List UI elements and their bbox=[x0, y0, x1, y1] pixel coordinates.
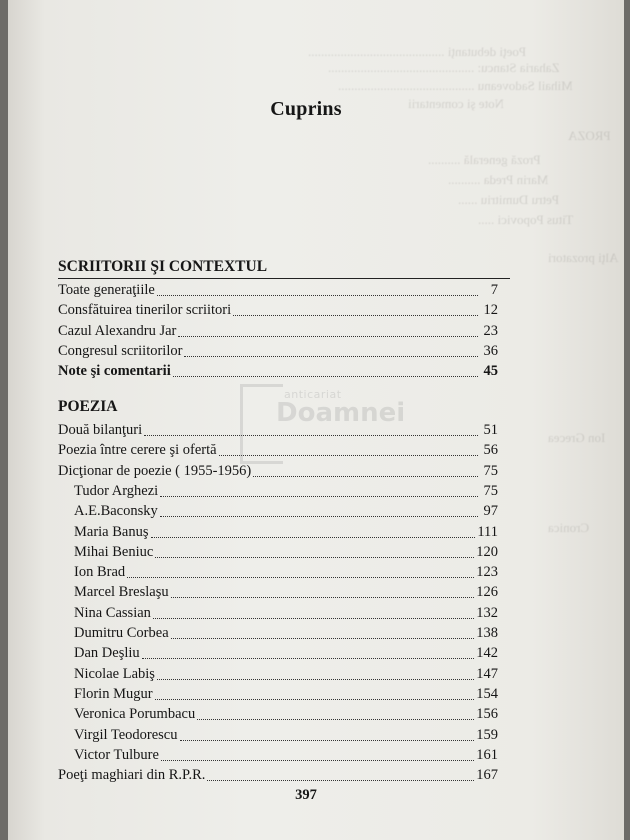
toc-entry[interactable] bbox=[58, 463, 498, 480]
toc-entry-title: Dan Deşliu bbox=[74, 645, 140, 662]
toc-leader-dots bbox=[178, 326, 478, 337]
toc-entry-title: Veronica Porumbacu bbox=[74, 706, 196, 723]
toc-entry-title: Virgil Teodorescu bbox=[74, 726, 178, 743]
page-title: Cuprins bbox=[270, 98, 342, 120]
toc-entry-title: Două bilanţuri bbox=[58, 422, 143, 438]
book-page: Poeţi debutanţi .......................................... Zaharia Stancu: ............................................. Mihail Sadoveanu .......................................... Note şi comentarii PROZA Proză generală .......... Marin Preda .......... Petru Dumitriu ...... Titus Popovici ..... Alţi prozatori Ion Grecea Cronica Cuprins SCRIITORII ŞI CONTEXTUL Toate generaţiile 7 Consfătuirea tinerilor scriitori 12 Cazul Alexandru Jar 23 Congresul scriitorilor 36 Note şi comentarii 45 POEZIA Două bilanţuri 51 Poezia între cerere şi ofertă 56 Dicţionar de poezie ( 1955-1956) 75 Tudor Arghezi 75 A.E.Baconsky 97 Maria Banuş 111 Mihai Beniuc 120 Ion Brad 123 Marcel Breslaşu 126 Nina Cassian 132 Dumitru Corbea 138 Dan Deşliu 142 Nicolae Labiş 147 Florin Mugur 154 Veronica Porumbacu 156 Virgil Teodorescu 159 Victor Tulbure 161 Poeţi maghiari din R.P.R. 167 397 anticariat Doamnei bbox=[8, 0, 624, 840]
toc-entry-page: 161 bbox=[476, 746, 498, 763]
toc-leader-dots bbox=[184, 346, 478, 357]
toc-leader-dots bbox=[161, 750, 474, 761]
toc-entry-page: 156 bbox=[476, 706, 498, 723]
toc-entry[interactable] bbox=[74, 727, 498, 744]
watermark-brand-text: Doamnei bbox=[276, 398, 406, 428]
toc-entry-page: 23 bbox=[483, 322, 498, 339]
toc-entry-page: 132 bbox=[476, 604, 498, 621]
toc-entry-title: Cazul Alexandru Jar bbox=[58, 322, 177, 339]
toc-entry[interactable] bbox=[74, 645, 498, 662]
toc-entry[interactable] bbox=[74, 503, 498, 520]
toc-entry[interactable] bbox=[74, 544, 498, 561]
toc-entry-page: 120 bbox=[476, 543, 498, 560]
toc-leader-dots bbox=[180, 730, 475, 741]
toc-entry[interactable] bbox=[74, 625, 498, 642]
toc-leader-dots bbox=[160, 486, 478, 497]
toc-entry-page: 138 bbox=[476, 625, 498, 641]
section-underline bbox=[58, 278, 510, 279]
toc-entry-page: 154 bbox=[476, 685, 498, 702]
toc-entry-page: 36 bbox=[483, 342, 498, 359]
toc-entry-page: 159 bbox=[476, 726, 498, 743]
toc-entry-title: Tudor Arghezi bbox=[74, 482, 159, 499]
toc-entry-page: 12 bbox=[483, 302, 498, 319]
toc-leader-dots bbox=[207, 770, 474, 781]
toc-entry-page: 142 bbox=[476, 645, 498, 662]
toc-leader-dots bbox=[233, 305, 478, 316]
toc-entry-title: Ion Brad bbox=[74, 564, 126, 581]
toc-entry[interactable] bbox=[74, 666, 498, 683]
section-heading: SCRIITORII ŞI CONTEXTUL bbox=[58, 258, 268, 275]
toc-entry[interactable] bbox=[74, 564, 498, 581]
toc-entry[interactable] bbox=[58, 282, 498, 299]
toc-entry-page: 126 bbox=[476, 584, 498, 601]
toc-entry-title: Congresul scriitorilor bbox=[58, 342, 183, 359]
toc-leader-dots bbox=[155, 689, 475, 700]
toc-entry-page: 75 bbox=[483, 482, 498, 499]
toc-entry-title: A.E.Baconsky bbox=[74, 503, 158, 520]
toc-entry-title: Note şi comentarii bbox=[58, 363, 171, 380]
toc-entry[interactable] bbox=[74, 605, 498, 622]
toc-entry-page: 75 bbox=[483, 462, 498, 479]
toc-entry[interactable] bbox=[58, 323, 498, 340]
toc-leader-dots bbox=[127, 567, 474, 578]
toc-entry-title: Poezia între cerere şi ofertă bbox=[58, 442, 217, 459]
toc-entry[interactable] bbox=[74, 584, 498, 601]
toc-entry-title: Toate generaţiile bbox=[58, 282, 155, 298]
toc-entry[interactable] bbox=[74, 706, 498, 723]
section-heading: POEZIA bbox=[58, 398, 118, 415]
toc-entry[interactable] bbox=[74, 483, 498, 500]
toc-entry-title: Florin Mugur bbox=[74, 685, 153, 702]
toc-leader-dots bbox=[155, 547, 474, 558]
toc-entry-title: Nicolae Labiş bbox=[74, 665, 155, 682]
toc-entry-title: Marcel Breslaşu bbox=[74, 584, 169, 601]
toc-entry-title: Consfătuirea tinerilor scriitori bbox=[58, 302, 232, 319]
toc-entry-title: Maria Banuş bbox=[74, 523, 149, 540]
toc-leader-dots bbox=[151, 527, 476, 538]
toc-leader-dots bbox=[153, 608, 474, 619]
toc-entry-page: 147 bbox=[476, 665, 498, 682]
toc-entry-page: 123 bbox=[476, 564, 498, 581]
toc-entry[interactable] bbox=[58, 343, 498, 360]
toc-entry[interactable] bbox=[58, 767, 498, 784]
toc-leader-dots bbox=[157, 669, 474, 680]
toc-entry-title: Dumitru Corbea bbox=[74, 625, 169, 641]
toc-entry-page: 51 bbox=[483, 422, 498, 438]
page-number: 397 bbox=[295, 787, 317, 803]
toc-leader-dots bbox=[142, 648, 475, 659]
toc-entry-page: 97 bbox=[483, 503, 498, 520]
watermark-small-text: anticariat bbox=[284, 388, 342, 401]
toc-entry-page: 111 bbox=[477, 523, 498, 540]
toc-entry[interactable] bbox=[74, 686, 498, 703]
toc-entry[interactable] bbox=[58, 363, 498, 380]
toc-entry-title: Victor Tulbure bbox=[74, 746, 159, 763]
toc-entry[interactable] bbox=[74, 747, 498, 764]
toc-entry-title: Dicţionar de poezie ( 1955-1956) bbox=[58, 462, 252, 479]
toc-leader-dots bbox=[253, 466, 478, 477]
toc-entry-page: 45 bbox=[483, 363, 498, 380]
toc-leader-dots bbox=[197, 709, 474, 720]
toc-entry[interactable] bbox=[74, 524, 498, 541]
toc-leader-dots bbox=[173, 366, 478, 377]
toc-entry-title: Nina Cassian bbox=[74, 604, 151, 621]
toc-entry[interactable] bbox=[58, 302, 498, 319]
toc-entry-title: Poeţi maghiari din R.P.R. bbox=[58, 767, 206, 784]
toc-leader-dots bbox=[160, 506, 478, 517]
toc-entry-page: 56 bbox=[483, 442, 498, 459]
toc-entry-page: 167 bbox=[476, 767, 498, 784]
toc-leader-dots bbox=[157, 285, 478, 296]
toc-entry-page: 7 bbox=[490, 282, 498, 298]
toc-leader-dots bbox=[171, 587, 475, 598]
toc-leader-dots bbox=[171, 628, 475, 639]
toc-entry-title: Mihai Beniuc bbox=[74, 543, 154, 560]
